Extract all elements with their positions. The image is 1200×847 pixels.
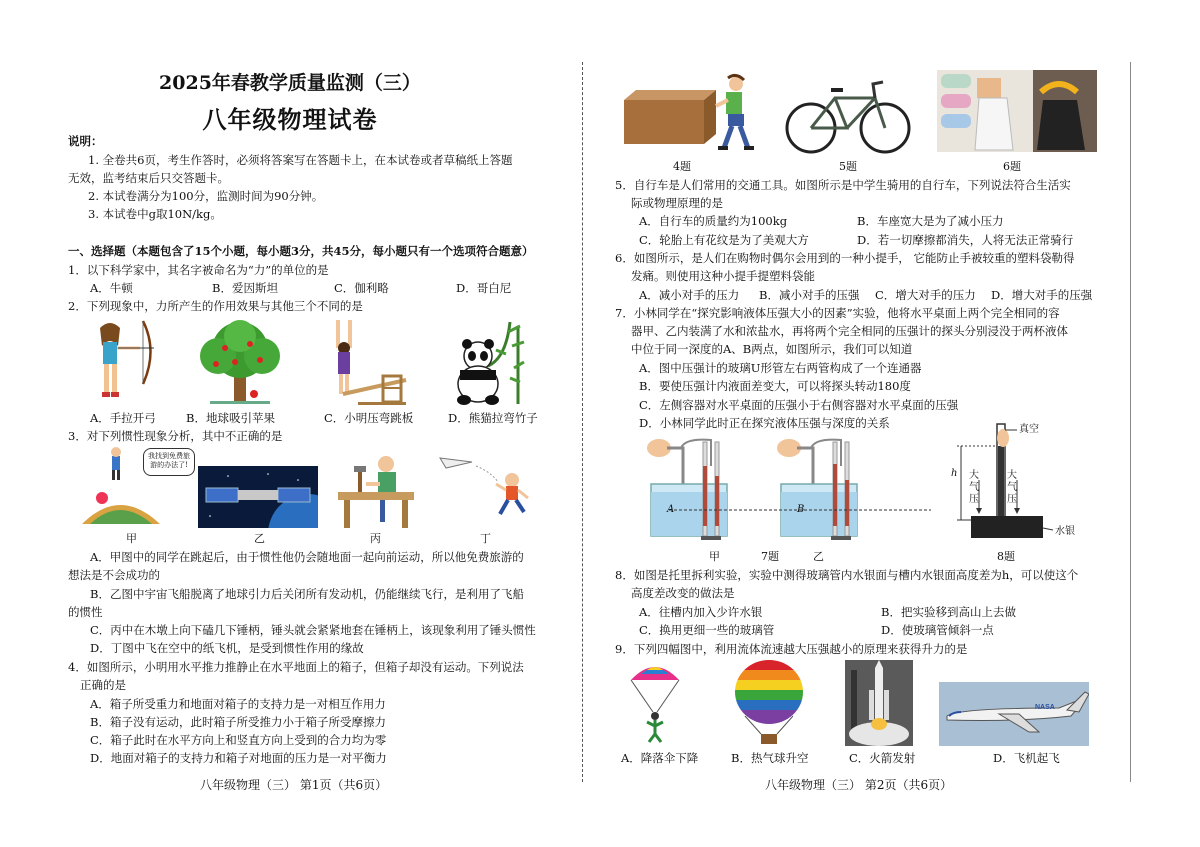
q6-option-d: D．增大对手的压强 [991, 288, 1093, 302]
fig-caption-q6: 6题 [1003, 160, 1021, 173]
right-page [585, 0, 1200, 847]
q2-option-d: D．熊猫拉弯竹子 [448, 411, 538, 425]
airplane-image [939, 682, 1089, 746]
pressure-gauge-figure [641, 436, 941, 548]
q7-option-d: D．小林同学此时正在探究液体压强与深度的关系 [639, 416, 890, 430]
gauge-left [647, 439, 727, 540]
q3-option-b-line2: 的惯性 [68, 605, 103, 619]
q7-caption-yi: 乙 [813, 550, 824, 563]
q9-option-a: A．降落伞下降 [621, 751, 699, 765]
spacecraft-image [198, 466, 318, 528]
q4-option-b: B．箱子没有运动，此时箱子所受推力小于箱子所受摩擦力 [90, 715, 386, 729]
q5-option-a: A．自行车的质量约为100kg [639, 214, 788, 228]
q5-option-b: B．车座宽大是为了减小压力 [857, 214, 1004, 228]
q1-stem: 1．以下科学家中，其名字被命名为“力”的单位的是 [68, 263, 329, 277]
q8-mercury-label: 水银 [1055, 526, 1075, 537]
exam-subtitle: 八年级物理试卷 [202, 105, 378, 134]
q4-stem-line1: 4．如图所示，小明用水平推力推静止在水平地面上的箱子，但箱子却没有运动。下列说法 [68, 660, 524, 674]
q4-option-a: A．箱子所受重力和地面对箱子的支持力是一对相互作用力 [90, 697, 386, 711]
q8-stem-line2: 高度差改变的做法是 [631, 586, 735, 600]
q4-stem-line2: 正确的是 [80, 678, 126, 692]
q6-stem-line1: 6．如图所示，是人们在购物时偶尔会用到的一种小提手， 它能防止手被较重的塑料袋勒得 [615, 251, 1075, 265]
q7-option-a: A．图中压强计的玻璃U形管左右两管构成了一个连通器 [639, 361, 922, 375]
footer-right: 八年级物理（三） 第2页（共6页） [765, 778, 953, 792]
q3-caption-jia: 甲 [126, 532, 137, 545]
q3-option-a-line1: A．甲图中的同学在跳起后，由于惯性他仍会随地面一起向前运动，所以他免费旅游的 [90, 550, 524, 564]
q8-atm-left-label: 大气压 [969, 470, 979, 505]
push-box-image [620, 70, 760, 154]
hot-air-balloon-image [731, 660, 807, 746]
q8-atm-right-label: 大气压 [1007, 470, 1017, 505]
q3-option-c: C．丙中在木墩上向下磕几下锤柄，锤头就会紧紧地套在锤柄上，该现象利用了锤头惯性 [90, 623, 536, 637]
notes-heading: 说明： [68, 134, 103, 148]
q9-option-c: C．火箭发射 [849, 751, 916, 765]
exam-title: 2025年春教学质量监测（三） [159, 72, 421, 94]
q8-option-d: D．使玻璃管倾斜一点 [881, 623, 994, 637]
q8-option-b: B．把实验移到高山上去做 [881, 605, 1016, 619]
springboard-boy-image [328, 318, 408, 406]
q7-stem-line2: 器甲、乙内装满了水和浓盐水，再将两个完全相同的压强计的探头分别浸没于两杯液体 [631, 324, 1068, 338]
airplane-logo-text: NASA [1035, 704, 1055, 711]
apple-tree-image [190, 318, 290, 406]
q3-option-b-line1: B．乙图中宇宙飞船脱离了地球引力后关闭所有发动机，仍能继续飞行，是利用了飞船 [90, 587, 524, 601]
speech-bubble-text: 我找到免费旅游的办法了! [148, 452, 190, 469]
q2-stem: 2．下列现象中，力所产生的作用效果与其他三个不同的是 [68, 299, 363, 313]
left-page [0, 0, 580, 847]
notes-line-1a: 1. 全卷共6页，考生作答时，必须将答案写在答题卡上，在本试卷或者草稿纸上答题 [88, 153, 513, 167]
q3-option-a-line2: 想法是不会成功的 [68, 568, 160, 582]
right-margin-line [1130, 62, 1131, 782]
q6-option-c: C．增大对手的压力 [875, 288, 976, 302]
q6-stem-line2: 发痛。则使用这种小提手提塑料袋能 [631, 269, 815, 283]
q7-stem-line3: 中位于同一深度的A、B两点，如图所示，我们可以知道 [631, 342, 913, 356]
q2-option-c: C．小明压弯跳板 [324, 411, 414, 425]
q3-caption-yi: 乙 [254, 532, 265, 545]
notes-line-1b: 无效，监考结束后只交答题卡。 [68, 171, 229, 185]
footer-left: 八年级物理（三） 第1页（共6页） [200, 778, 388, 792]
q8-option-a: A．往槽内加入少许水银 [639, 605, 763, 619]
panda-bamboo-image [448, 318, 528, 406]
q7-option-b: B．要使压强计内液面差变大，可以将探头转动180度 [639, 379, 911, 393]
rocket-launch-image [845, 660, 913, 746]
fig-caption-q5: 5题 [839, 160, 857, 173]
q1-option-c: C．伽利略 [334, 281, 389, 295]
page-divider [582, 62, 583, 782]
q9-option-d: D．飞机起飞 [993, 751, 1060, 765]
q5-stem-line2: 际或物理原理的是 [631, 196, 723, 210]
fig-caption-q4: 4题 [673, 160, 691, 173]
q3-option-d: D．丁图中飞在空中的纸飞机，是受到惯性作用的缘故 [90, 641, 364, 655]
q1-option-b: B．爱因斯坦 [212, 281, 278, 295]
q3-caption-ding: 丁 [480, 532, 491, 545]
q4-option-c: C．箱子此时在水平方向上和竖直方向上受到的合力均为零 [90, 733, 387, 747]
q6-option-a: A．减小对手的压力 [639, 288, 740, 302]
q8-h-label: h [951, 468, 958, 479]
section1-heading: 一、选择题（本题包含了15个小题，每小题3分，共45分，每小题只有一个选项符合题意） [68, 244, 534, 258]
q8-option-c: C．换用更细一些的玻璃管 [639, 623, 775, 637]
q3-stem: 3．对下列惯性现象分析，其中不正确的是 [68, 429, 283, 443]
q8-stem-line1: 8．如图是托里拆利实验，实验中测得玻璃管内水银面与槽内水银面高度差为h，可以使这个 [615, 568, 1079, 582]
q1-option-a: A．牛顿 [90, 281, 133, 295]
q5-option-c: C．轮胎上有花纹是为了美观大方 [639, 233, 809, 247]
q7-point-a: A [667, 504, 675, 515]
notes-line-3: 3. 本试卷中g取10N/kg。 [88, 207, 222, 221]
q7-option-c: C．左侧容器对水平桌面的压强小于右侧容器对水平桌面的压强 [639, 398, 959, 412]
q1-option-d: D．哥白尼 [456, 281, 512, 295]
plastic-bag-handle-image [937, 70, 1097, 152]
q9-option-b: B．热气球升空 [731, 751, 809, 765]
q8-caption: 8题 [997, 550, 1015, 563]
archer-girl-image [88, 316, 158, 406]
q7-caption-jia: 甲 [709, 550, 720, 563]
paper-plane-boy-image [436, 452, 536, 524]
q5-option-d: D．若一切摩擦都消失，人将无法正常骑行 [857, 233, 1074, 247]
hammer-man-image [330, 452, 420, 530]
q8-vacuum-label: 真空 [1019, 424, 1039, 435]
q2-option-a: A．手拉开弓 [90, 411, 156, 425]
q2-option-b: B．地球吸引苹果 [186, 411, 275, 425]
q9-stem: 9．下列四幅图中，利用流体流速越大压强越小的原理来获得升力的是 [615, 642, 968, 656]
q7-point-b: B [797, 504, 805, 515]
bicycle-image [783, 70, 913, 156]
q4-option-d: D．地面对箱子的支持力和箱子对地面的压力是一对平衡力 [90, 751, 387, 765]
q7-caption-mid: 7题 [761, 550, 779, 563]
parachute-image [625, 660, 685, 744]
speech-bubble [143, 448, 195, 476]
gauge-right [777, 439, 857, 540]
q7-stem-line1: 7．小林同学在“探究影响液体压强大小的因素”实验，他将水平桌面上两个完全相同的容 [615, 306, 1060, 320]
notes-line-2: 2. 本试卷满分为100分，监测时间为90分钟。 [88, 189, 324, 203]
q3-caption-bing: 丙 [370, 532, 381, 545]
q5-stem-line1: 5．自行车是人们常用的交通工具。如图所示是中学生骑用的自行车，下列说法符合生活实 [615, 178, 1071, 192]
q6-option-b: B．减小对手的压强 [759, 288, 860, 302]
